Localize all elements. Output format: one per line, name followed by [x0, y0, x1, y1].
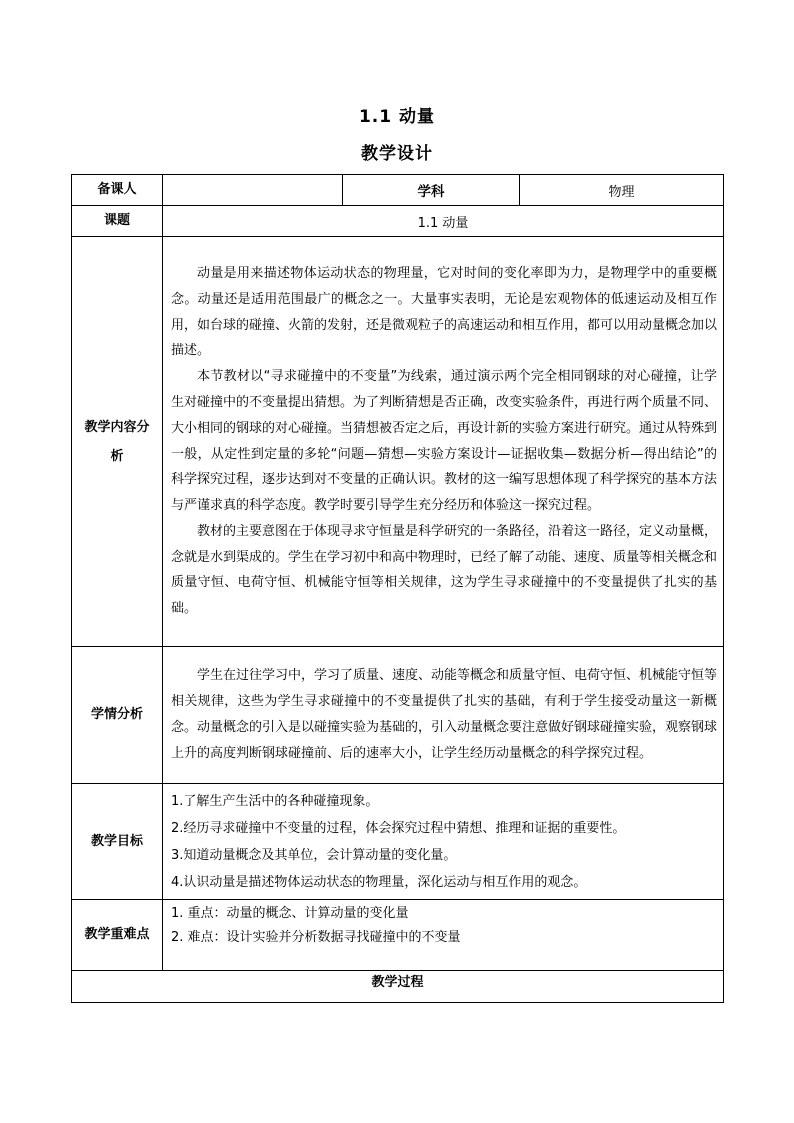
subject-value: 物理: [520, 175, 724, 206]
table-row: [72, 784, 724, 900]
content-analysis-paragraph: 教材的主要意图在于体现寻求守恒量是科学研究的一条路径，沿着这一路径，定义动量概，念就是水到渠成的。学生在学习初中和高中物理时，已经了解了动能、速度、质量等相关概念和质量守恒、电荷守恒、机械能守恒等相关规律，这为学生寻求碰撞中的不变量提供了扎实的基础。: [171, 523, 718, 617]
objective-item: 2.经历寻求碰撞中不变量的过程，体会探究过程中猜想、推理和证据的重要性。: [171, 820, 626, 836]
objectives-label: 教学目标: [72, 784, 163, 900]
table-row: [72, 175, 724, 206]
content-analysis-paragraph: 动量是用来描述物体运动状态的物理量，它对时间的变化率即为力，是物理学中的重要概念。动量还是适用范围最广的概念之一。大量事实表明，无论是宏观物体的低速运动及相互作用，如台球的碰撞、火箭的发射，还是微观粒子的高速运动和相互作用，都可以用动量概念加以描述。: [171, 265, 718, 359]
table-row: [72, 237, 724, 647]
document-title: 1.1 动量: [358, 107, 436, 127]
learner-analysis-paragraph: 学生在过往学习中，学习了质量、速度、动能等概念和质量守恒、电荷守恒、机械能守恒等相关规律，这些为学生寻求碰撞中的不变量提供了扎实的基础，有利于学生接受动量这一新概念。动量概念的引入是以碰撞实验为基础的，引入动量概念要注意做好钢球碰撞实验，观察钢球上升的高度判断钢球碰撞前、后的速率大小，让学生经历动量概念的科学探究过程。: [171, 668, 718, 761]
document-subtitle: 教学设计: [361, 144, 433, 164]
topic-value: 1.1 动量: [163, 206, 724, 237]
objective-item: 4.认识动量是描述物体运动状态的物理量，深化运动与相互作用的观念。: [171, 874, 587, 890]
preparer-label: 备课人: [72, 175, 163, 206]
objectives-cell: [163, 784, 724, 900]
key-point-item: 2. 难点：设计实验并分析数据寻找碰撞中的不变量: [171, 930, 461, 945]
table-row: [72, 900, 724, 971]
process-label: 教学过程: [72, 971, 724, 1003]
learner-analysis-label: 学情分析: [72, 647, 163, 784]
content-analysis-label: 教学内容分析: [72, 237, 163, 647]
learner-analysis-cell: [163, 647, 724, 784]
key-points-label: 教学重难点: [72, 900, 163, 971]
preparer-value: [163, 175, 343, 206]
content-analysis-paragraph: 本节教材以“寻求碰撞中的不变量”为线索，通过演示两个完全相同钢球的对心碰撞，让学生对碰撞中的不变量提出猜想。为了判断猜想是否正确，改变实验条件，再进行两个质量不同、大小相同的钢球的对心碰撞。当猜想被否定之后，再设计新的实验方案进行研究。通过从特殊到一般，从定性到定量的多轮“问题—猜想—实验方案设计—证据收集—数据分析—得出结论”的科学探究过程，逐步达到对不变量的正确认识。教材的这一编写思想体现了科学探究的基本方法与严谨求真的科学态度。教学时要引导学生充分经历和体验这一探究过程。: [171, 369, 718, 514]
subject-label: 学科: [343, 175, 520, 206]
table-row: [72, 971, 724, 1003]
objective-item: 1.了解生产生活中的各种碰撞现象。: [171, 793, 379, 809]
key-point-item: 1. 重点：动量的概念、计算动量的变化量: [171, 906, 409, 921]
key-points-cell: [163, 900, 724, 971]
topic-label: 课题: [72, 206, 163, 237]
table-row: [72, 647, 724, 784]
table-row: [72, 206, 724, 237]
objective-item: 3.知道动量概念及其单位，会计算动量的变化量。: [171, 847, 457, 863]
lesson-plan-table: [71, 174, 724, 1003]
content-analysis-cell: [163, 237, 724, 647]
